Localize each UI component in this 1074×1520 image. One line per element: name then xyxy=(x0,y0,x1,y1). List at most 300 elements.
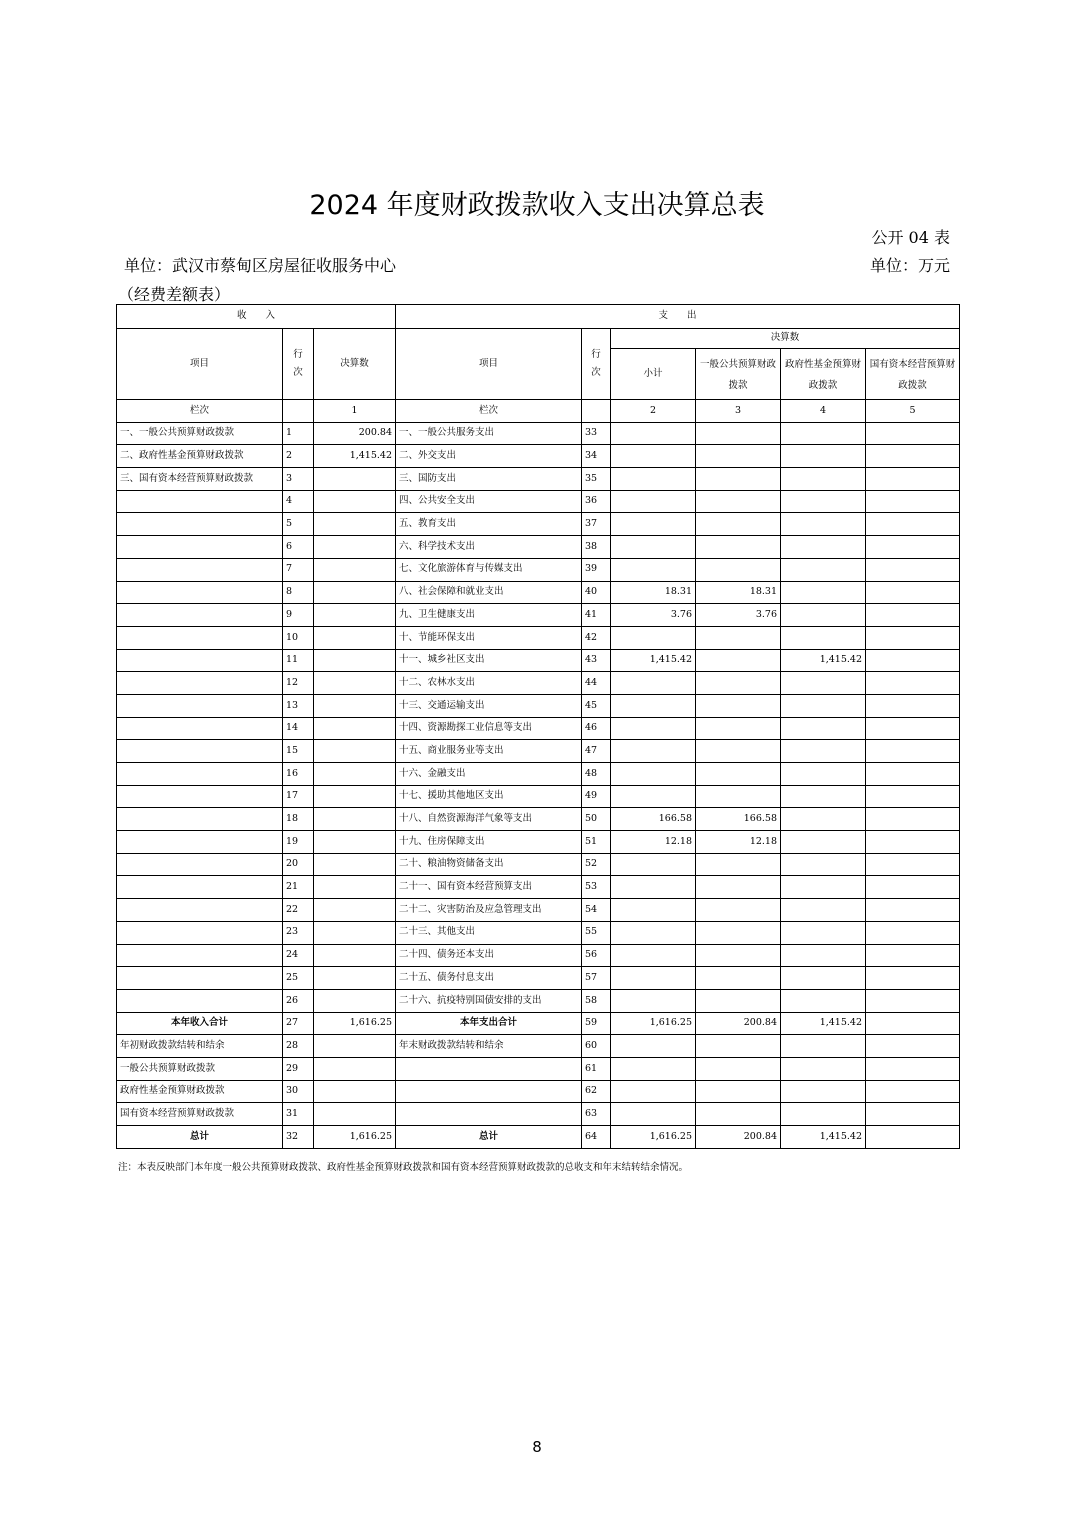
expense-gen-public xyxy=(696,626,781,649)
expense-gen-public: 200.84 xyxy=(696,1126,781,1149)
expense-row-no: 45 xyxy=(582,694,611,717)
income-amount xyxy=(314,1080,396,1103)
expense-gov-fund xyxy=(781,831,866,854)
income-row-no: 31 xyxy=(283,1103,314,1126)
income-row-no: 14 xyxy=(283,717,314,740)
expense-row-no: 64 xyxy=(582,1126,611,1149)
expense-gen-public xyxy=(696,1080,781,1103)
income-amount xyxy=(314,1057,396,1080)
expense-gen-public xyxy=(696,558,781,581)
page-title: 2024 年度财政拨款收入支出决算总表 xyxy=(309,190,765,221)
table-row xyxy=(117,967,960,990)
income-amount: 200.84 xyxy=(314,422,396,445)
expense-gov-fund xyxy=(781,808,866,831)
expense-subtotal xyxy=(611,717,696,740)
income-amount xyxy=(314,876,396,899)
expense-state-capital xyxy=(866,536,960,559)
expense-row-no: 42 xyxy=(582,626,611,649)
expense-state-capital xyxy=(866,831,960,854)
expense-row-no: 54 xyxy=(582,899,611,922)
table-row xyxy=(117,445,960,468)
expense-gov-fund xyxy=(781,490,866,513)
expense-gen-public xyxy=(696,490,781,513)
expense-gen-public xyxy=(696,785,781,808)
expense-item: 十三、交通运输支出 xyxy=(396,694,582,717)
expense-subtotal xyxy=(611,1035,696,1058)
expense-row-no: 39 xyxy=(582,558,611,581)
income-row-no: 26 xyxy=(283,989,314,1012)
expense-gov-fund xyxy=(781,626,866,649)
header-row-mid xyxy=(117,329,960,349)
gen-public-header: 一般公共预算财政拨款 xyxy=(696,349,781,400)
expense-state-capital xyxy=(866,694,960,717)
income-row-no: 11 xyxy=(283,649,314,672)
expense-row-no: 37 xyxy=(582,513,611,536)
expense-gen-public xyxy=(696,649,781,672)
income-row-no: 27 xyxy=(283,1012,314,1035)
expense-row-no: 44 xyxy=(582,672,611,695)
income-item xyxy=(117,785,283,808)
table-row xyxy=(117,808,960,831)
expense-row-no: 34 xyxy=(582,445,611,468)
income-row-no: 7 xyxy=(283,558,314,581)
income-item: 三、国有资本经营预算财政拨款 xyxy=(117,468,283,491)
expense-state-capital xyxy=(866,785,960,808)
income-item xyxy=(117,967,283,990)
income-amount: 1,616.25 xyxy=(314,1126,396,1149)
expense-row-no: 43 xyxy=(582,649,611,672)
expense-state-capital xyxy=(866,468,960,491)
expense-item: 七、文化旅游体育与传媒支出 xyxy=(396,558,582,581)
expense-gen-public: 18.31 xyxy=(696,581,781,604)
budget-table xyxy=(116,304,960,1149)
income-amount xyxy=(314,626,396,649)
income-row-no: 18 xyxy=(283,808,314,831)
expense-state-capital xyxy=(866,672,960,695)
col-label-left: 栏次 xyxy=(117,400,283,423)
expense-subtotal xyxy=(611,989,696,1012)
income-amount xyxy=(314,944,396,967)
expense-state-capital xyxy=(866,808,960,831)
expense-subtotal xyxy=(611,1103,696,1126)
expense-gen-public xyxy=(696,1057,781,1080)
col-index-blank xyxy=(582,400,611,423)
table-row xyxy=(117,921,960,944)
expense-state-capital xyxy=(866,1103,960,1126)
subtotal-header: 小计 xyxy=(611,349,696,400)
state-capital-header: 国有资本经营预算财政拨款 xyxy=(866,349,960,400)
expense-gov-fund xyxy=(781,967,866,990)
income-amount xyxy=(314,989,396,1012)
expense-subtotal xyxy=(611,921,696,944)
expense-gov-fund xyxy=(781,785,866,808)
expense-gen-public xyxy=(696,740,781,763)
income-row-no: 17 xyxy=(283,785,314,808)
expense-subtotal xyxy=(611,536,696,559)
expense-item: 一、一般公共服务支出 xyxy=(396,422,582,445)
table-row xyxy=(117,1080,960,1103)
income-row-no: 16 xyxy=(283,763,314,786)
expense-gen-public xyxy=(696,422,781,445)
gov-fund-header: 政府性基金预算财政拨款 xyxy=(781,349,866,400)
expense-row-no: 36 xyxy=(582,490,611,513)
expense-subtotal xyxy=(611,694,696,717)
table-row xyxy=(117,1126,960,1149)
expense-state-capital xyxy=(866,967,960,990)
income-row-no: 8 xyxy=(283,581,314,604)
column-index-row xyxy=(117,400,960,423)
expense-row-no: 38 xyxy=(582,536,611,559)
income-amount xyxy=(314,740,396,763)
expense-row-no: 56 xyxy=(582,944,611,967)
income-row-no: 9 xyxy=(283,604,314,627)
table-row xyxy=(117,763,960,786)
table-row xyxy=(117,536,960,559)
expense-gen-public xyxy=(696,445,781,468)
expense-subtotal xyxy=(611,445,696,468)
expense-row-no: 52 xyxy=(582,853,611,876)
expense-subtotal: 1,616.25 xyxy=(611,1126,696,1149)
table-row xyxy=(117,1103,960,1126)
expense-row-no: 61 xyxy=(582,1057,611,1080)
expense-gov-fund xyxy=(781,672,866,695)
income-amount-header: 决算数 xyxy=(314,329,396,400)
expense-row-no: 40 xyxy=(582,581,611,604)
income-row-no: 13 xyxy=(283,694,314,717)
expense-item: 五、教育支出 xyxy=(396,513,582,536)
income-item xyxy=(117,490,283,513)
expense-gen-public: 12.18 xyxy=(696,831,781,854)
table-row xyxy=(117,989,960,1012)
table-row xyxy=(117,694,960,717)
income-amount xyxy=(314,717,396,740)
expense-state-capital xyxy=(866,1080,960,1103)
income-row-no: 22 xyxy=(283,899,314,922)
income-amount xyxy=(314,694,396,717)
expense-gov-fund: 1,415.42 xyxy=(781,1126,866,1149)
income-amount xyxy=(314,490,396,513)
income-row-no: 5 xyxy=(283,513,314,536)
expense-gen-public: 3.76 xyxy=(696,604,781,627)
income-row-no: 3 xyxy=(283,468,314,491)
expense-gov-fund xyxy=(781,468,866,491)
expense-subtotal xyxy=(611,1057,696,1080)
income-item xyxy=(117,513,283,536)
expense-row-no: 49 xyxy=(582,785,611,808)
expense-item: 四、公共安全支出 xyxy=(396,490,582,513)
expense-state-capital xyxy=(866,1035,960,1058)
income-row-no: 12 xyxy=(283,672,314,695)
table-row xyxy=(117,1012,960,1035)
income-row-no: 1 xyxy=(283,422,314,445)
expense-state-capital xyxy=(866,1057,960,1080)
expense-gen-public xyxy=(696,536,781,559)
expense-state-capital xyxy=(866,717,960,740)
income-row-no: 24 xyxy=(283,944,314,967)
expense-gen-public xyxy=(696,899,781,922)
expense-gov-fund xyxy=(781,853,866,876)
expense-gov-fund xyxy=(781,445,866,468)
expense-item: 三、国防支出 xyxy=(396,468,582,491)
income-item xyxy=(117,853,283,876)
income-amount: 1,616.25 xyxy=(314,1012,396,1035)
expense-state-capital xyxy=(866,1012,960,1035)
expense-subtotal xyxy=(611,422,696,445)
income-amount xyxy=(314,536,396,559)
income-amount xyxy=(314,785,396,808)
expense-row-no: 59 xyxy=(582,1012,611,1035)
expense-state-capital xyxy=(866,921,960,944)
expense-item: 六、科学技术支出 xyxy=(396,536,582,559)
expense-state-capital xyxy=(866,513,960,536)
expense-item xyxy=(396,1080,582,1103)
income-amount xyxy=(314,1035,396,1058)
col-index-4: 4 xyxy=(781,400,866,423)
expense-subtotal: 3.76 xyxy=(611,604,696,627)
expense-row-no: 51 xyxy=(582,831,611,854)
expense-gov-fund xyxy=(781,989,866,1012)
expense-item: 二十六、抗疫特别国债安排的支出 xyxy=(396,989,582,1012)
expense-item: 十六、金融支出 xyxy=(396,763,582,786)
income-amount xyxy=(314,853,396,876)
expense-item: 二十四、债务还本支出 xyxy=(396,944,582,967)
expense-subtotal xyxy=(611,1080,696,1103)
income-amount xyxy=(314,808,396,831)
expense-gov-fund xyxy=(781,1057,866,1080)
income-item: 本年收入合计 xyxy=(117,1012,283,1035)
income-row-no: 30 xyxy=(283,1080,314,1103)
expense-gov-fund xyxy=(781,1080,866,1103)
table-row xyxy=(117,626,960,649)
expense-row-no: 58 xyxy=(582,989,611,1012)
expense-state-capital xyxy=(866,989,960,1012)
unit-organization: 单位：武汉市蔡甸区房屋征收服务中心 xyxy=(124,256,397,275)
expense-gen-public xyxy=(696,921,781,944)
expense-row-no: 50 xyxy=(582,808,611,831)
expense-item: 十九、住房保障支出 xyxy=(396,831,582,854)
expense-state-capital xyxy=(866,899,960,922)
expense-subtotal xyxy=(611,763,696,786)
expense-item: 总计 xyxy=(396,1126,582,1149)
expense-subtotal: 1,616.25 xyxy=(611,1012,696,1035)
expense-item: 二十五、债务付息支出 xyxy=(396,967,582,990)
expense-subtotal: 166.58 xyxy=(611,808,696,831)
table-row xyxy=(117,831,960,854)
expense-state-capital xyxy=(866,876,960,899)
expense-row-no: 35 xyxy=(582,468,611,491)
expense-gov-fund xyxy=(781,740,866,763)
expense-item: 十二、农林水支出 xyxy=(396,672,582,695)
expense-gov-fund xyxy=(781,422,866,445)
income-item xyxy=(117,899,283,922)
expense-subtotal xyxy=(611,672,696,695)
expense-item-header: 项目 xyxy=(396,329,582,400)
expense-subtotal xyxy=(611,876,696,899)
expense-subtotal xyxy=(611,944,696,967)
expense-row-no: 48 xyxy=(582,763,611,786)
income-row-no: 28 xyxy=(283,1035,314,1058)
expense-state-capital xyxy=(866,649,960,672)
income-row-no-header: 行 次 xyxy=(283,329,314,400)
income-item: 一、一般公共预算财政拨款 xyxy=(117,422,283,445)
income-row-no: 29 xyxy=(283,1057,314,1080)
expense-item: 十八、自然资源海洋气象等支出 xyxy=(396,808,582,831)
income-amount xyxy=(314,672,396,695)
col-index-blank xyxy=(283,400,314,423)
col-label-right: 栏次 xyxy=(396,400,582,423)
table-row xyxy=(117,468,960,491)
table-row xyxy=(117,1035,960,1058)
income-item xyxy=(117,944,283,967)
expense-state-capital xyxy=(866,853,960,876)
income-amount xyxy=(314,513,396,536)
income-amount xyxy=(314,468,396,491)
income-amount xyxy=(314,921,396,944)
col-index-5: 5 xyxy=(866,400,960,423)
expense-subtotal: 1,415.42 xyxy=(611,649,696,672)
income-item: 年初财政拨款结转和结余 xyxy=(117,1035,283,1058)
expense-item: 二、外交支出 xyxy=(396,445,582,468)
expense-state-capital xyxy=(866,740,960,763)
col-index-1: 1 xyxy=(314,400,396,423)
expense-gov-fund xyxy=(781,1103,866,1126)
income-item xyxy=(117,604,283,627)
expense-gov-fund xyxy=(781,763,866,786)
expense-item xyxy=(396,1103,582,1126)
expense-gen-public xyxy=(696,513,781,536)
expense-gov-fund xyxy=(781,536,866,559)
expense-subtotal xyxy=(611,468,696,491)
expense-subtotal xyxy=(611,490,696,513)
expense-item: 二十二、灾害防治及应急管理支出 xyxy=(396,899,582,922)
expense-gen-public xyxy=(696,1103,781,1126)
expense-state-capital xyxy=(866,763,960,786)
expense-item: 年末财政拨款结转和结余 xyxy=(396,1035,582,1058)
budget-group-header: 决算数 xyxy=(611,329,960,349)
table-row xyxy=(117,649,960,672)
expense-subtotal: 12.18 xyxy=(611,831,696,854)
income-item-header: 项目 xyxy=(117,329,283,400)
income-row-no: 19 xyxy=(283,831,314,854)
table-row xyxy=(117,422,960,445)
expense-gen-public xyxy=(696,967,781,990)
income-amount xyxy=(314,604,396,627)
income-amount xyxy=(314,967,396,990)
table-row xyxy=(117,490,960,513)
expense-gov-fund xyxy=(781,921,866,944)
expense-header: 支 出 xyxy=(396,305,960,329)
table-row xyxy=(117,899,960,922)
income-amount xyxy=(314,763,396,786)
income-item xyxy=(117,672,283,695)
table-subtitle: （经费差额表） xyxy=(118,285,231,304)
expense-gov-fund xyxy=(781,899,866,922)
expense-item: 八、社会保障和就业支出 xyxy=(396,581,582,604)
expense-gov-fund xyxy=(781,876,866,899)
expense-state-capital xyxy=(866,1126,960,1149)
expense-gen-public xyxy=(696,763,781,786)
expense-subtotal xyxy=(611,626,696,649)
income-item xyxy=(117,921,283,944)
expense-gen-public xyxy=(696,1035,781,1058)
expense-row-no: 47 xyxy=(582,740,611,763)
income-row-no: 10 xyxy=(283,626,314,649)
table-row xyxy=(117,853,960,876)
table-row xyxy=(117,740,960,763)
table-row xyxy=(117,581,960,604)
expense-row-no: 53 xyxy=(582,876,611,899)
income-item xyxy=(117,717,283,740)
col-index-2: 2 xyxy=(611,400,696,423)
income-header: 收 入 xyxy=(117,305,396,329)
expense-gen-public xyxy=(696,694,781,717)
expense-item: 二十一、国有资本经营预算支出 xyxy=(396,876,582,899)
expense-subtotal xyxy=(611,899,696,922)
table-note: 注：本表反映部门本年度一般公共预算财政拨款、政府性基金预算财政拨款和国有资本经营预算财政拨款的总收支和年末结转结余情况。 xyxy=(118,1162,689,1173)
income-item: 总计 xyxy=(117,1126,283,1149)
expense-item xyxy=(396,1057,582,1080)
expense-item: 本年支出合计 xyxy=(396,1012,582,1035)
expense-gen-public xyxy=(696,944,781,967)
expense-row-no: 57 xyxy=(582,967,611,990)
expense-state-capital xyxy=(866,581,960,604)
income-item xyxy=(117,989,283,1012)
income-item xyxy=(117,876,283,899)
form-number: 公开 04 表 xyxy=(871,228,950,247)
income-amount xyxy=(314,831,396,854)
income-row-no: 6 xyxy=(283,536,314,559)
expense-state-capital xyxy=(866,944,960,967)
expense-gov-fund: 1,415.42 xyxy=(781,649,866,672)
expense-state-capital xyxy=(866,490,960,513)
income-row-no: 20 xyxy=(283,853,314,876)
table-row xyxy=(117,604,960,627)
expense-item: 二十三、其他支出 xyxy=(396,921,582,944)
expense-subtotal xyxy=(611,853,696,876)
income-row-no: 25 xyxy=(283,967,314,990)
table-row xyxy=(117,1057,960,1080)
expense-gov-fund xyxy=(781,694,866,717)
expense-row-no-header: 行 次 xyxy=(582,329,611,400)
expense-gov-fund xyxy=(781,604,866,627)
income-row-no: 2 xyxy=(283,445,314,468)
header-row-top xyxy=(117,305,960,329)
expense-gov-fund xyxy=(781,1035,866,1058)
expense-gov-fund xyxy=(781,717,866,740)
table-row xyxy=(117,672,960,695)
table-row xyxy=(117,876,960,899)
expense-subtotal xyxy=(611,558,696,581)
expense-subtotal xyxy=(611,785,696,808)
income-item xyxy=(117,694,283,717)
expense-item: 十、节能环保支出 xyxy=(396,626,582,649)
expense-gov-fund xyxy=(781,581,866,604)
income-item: 国有资本经营预算财政拨款 xyxy=(117,1103,283,1126)
table-row xyxy=(117,785,960,808)
income-item xyxy=(117,536,283,559)
expense-item: 十四、资源勘探工业信息等支出 xyxy=(396,717,582,740)
income-item xyxy=(117,626,283,649)
income-amount xyxy=(314,649,396,672)
expense-gov-fund: 1,415.42 xyxy=(781,1012,866,1035)
expense-row-no: 62 xyxy=(582,1080,611,1103)
unit-currency: 单位：万元 xyxy=(869,256,950,275)
expense-item: 十七、援助其他地区支出 xyxy=(396,785,582,808)
expense-gov-fund xyxy=(781,513,866,536)
income-item xyxy=(117,649,283,672)
income-item xyxy=(117,808,283,831)
income-amount: 1,415.42 xyxy=(314,445,396,468)
